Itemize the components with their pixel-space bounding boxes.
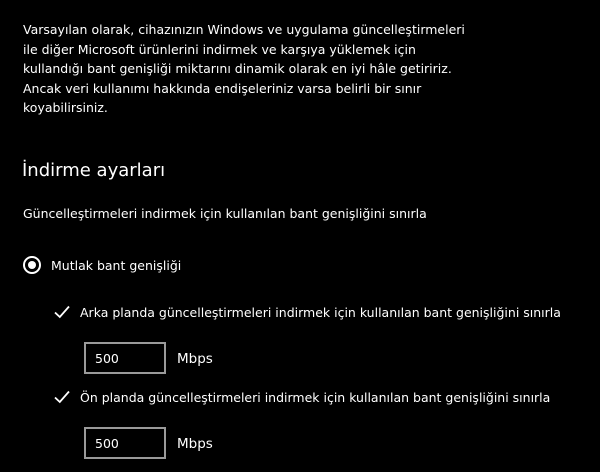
radio-selected-icon <box>23 256 41 274</box>
background-limit-label: Arka planda güncelleştirmeleri indirmek için kullanılan bant genişliğini sınırla <box>80 304 561 320</box>
limit-bandwidth-label: Güncelleştirmeleri indirmek için kullanılan bant genişliğini sınırla <box>23 206 427 221</box>
foreground-limit-label: Ön planda güncelleştirmeleri indirmek için kullanılan bant genişliğini sınırla <box>80 389 551 405</box>
description-text <box>23 20 473 118</box>
background-limit-checkbox[interactable] <box>52 301 561 323</box>
description-line: Varsayılan olarak, cihazınızın Windows ve uygulama güncelleştirmeleri <box>23 22 465 37</box>
description-line: koyabilirsiniz. <box>23 100 108 116</box>
checkmark-icon <box>52 387 72 407</box>
description-line: ile diğer Microsoft ürünlerini indirmek ve karşıya yüklemek için <box>23 41 416 57</box>
section-heading: İndirme ayarları <box>22 160 166 181</box>
description-line: Ancak veri kullanımı hakkında endişeleriniz varsa belirli bir sınır <box>23 80 422 96</box>
description-line: kullandığı bant genişliği miktarını dinamik olarak en iyi hâle getiririz. <box>23 61 452 77</box>
absolute-bandwidth-label: Mutlak bant genişliği <box>51 257 182 273</box>
foreground-bandwidth-input[interactable] <box>84 427 166 459</box>
background-bandwidth-input[interactable] <box>84 342 166 374</box>
checkmark-icon <box>52 302 72 322</box>
absolute-bandwidth-radio[interactable] <box>23 254 181 276</box>
foreground-unit-label: Mbps <box>177 436 213 452</box>
foreground-limit-checkbox[interactable] <box>52 386 550 408</box>
background-unit-label: Mbps <box>177 351 213 367</box>
